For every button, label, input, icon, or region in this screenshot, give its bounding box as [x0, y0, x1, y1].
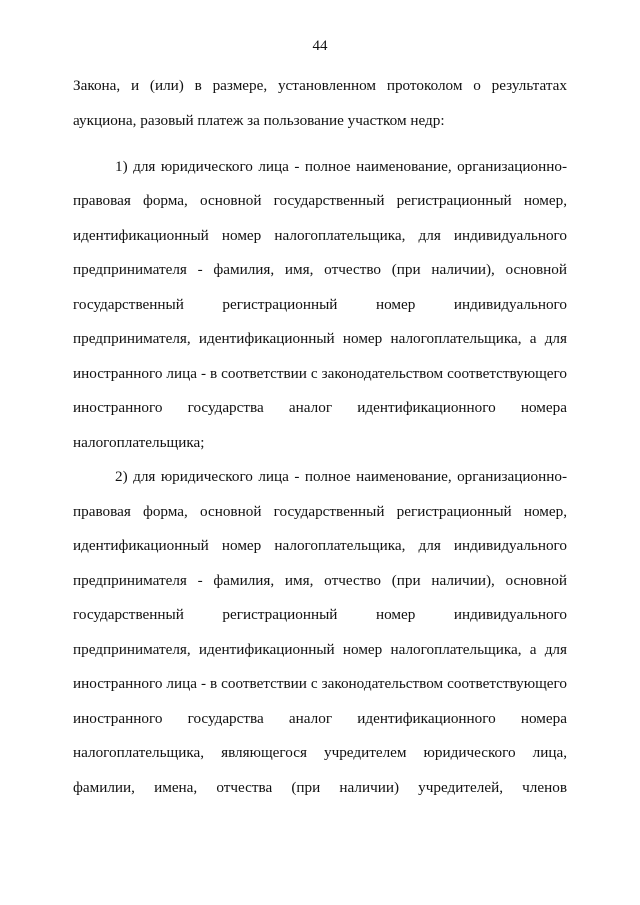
- item-1-line-7: иностранного лица - в соответствии с законодательством соответствующего: [73, 364, 567, 382]
- item-1-line-5: государственный регистрационный номер индивидуального: [73, 295, 567, 313]
- item-1-line-9: налогоплательщика;: [73, 433, 205, 451]
- item-2-line-4: предпринимателя - фамилия, имя, отчество (при наличии), основной: [73, 571, 567, 589]
- item-2-line-9: налогоплательщика, являющегося учредителем юридического лица,: [73, 744, 567, 761]
- intro-paragraph: [73, 76, 567, 157]
- item-2-line-5: государственный регистрационный номер индивидуального: [73, 606, 567, 623]
- item-2-line-7: иностранного лица - в соответствии с законодательством соответствующего: [73, 675, 567, 692]
- item-1-line-6: предпринимателя, идентификационный номер налогоплательщика, а для: [73, 330, 567, 347]
- item-1-line-2: правовая форма, основной государственный регистрационный номер,: [73, 192, 567, 209]
- page-number: 44: [312, 38, 328, 54]
- item-1-paragraph: [73, 157, 567, 468]
- item-1-line-4: предпринимателя - фамилия, имя, отчество (при наличии), основной: [73, 261, 567, 278]
- intro-line-1: Закона, и (или) в размере, установленном протоколом о результатах: [73, 77, 567, 94]
- item-2-line-6: предпринимателя, идентификационный номер налогоплательщика, а для: [73, 640, 567, 658]
- item-1-line-3: идентификационный номер налогоплательщика, для индивидуального: [73, 226, 567, 244]
- item-2-line-10: фамилии, имена, отчества (при наличии) учредителей, членов: [73, 778, 567, 796]
- item-2-line-8: иностранного государства аналог идентификационного номера: [73, 709, 567, 727]
- intro-line-2: аукциона, разовый платеж за пользование участком недр:: [73, 111, 445, 129]
- item-2-line-2: правовая форма, основной государственный регистрационный номер,: [73, 502, 567, 520]
- document-body: [73, 76, 567, 812]
- item-2-line-3: идентификационный номер налогоплательщика, для индивидуального: [73, 537, 567, 554]
- item-2-paragraph: [73, 467, 567, 812]
- item-1-line-1: 1) для юридического лица - полное наименование, организационно-: [115, 157, 567, 175]
- item-2-line-1: 2) для юридического лица - полное наименование, организационно-: [115, 468, 567, 485]
- item-1-line-8: иностранного государства аналог идентификационного номера: [73, 399, 567, 416]
